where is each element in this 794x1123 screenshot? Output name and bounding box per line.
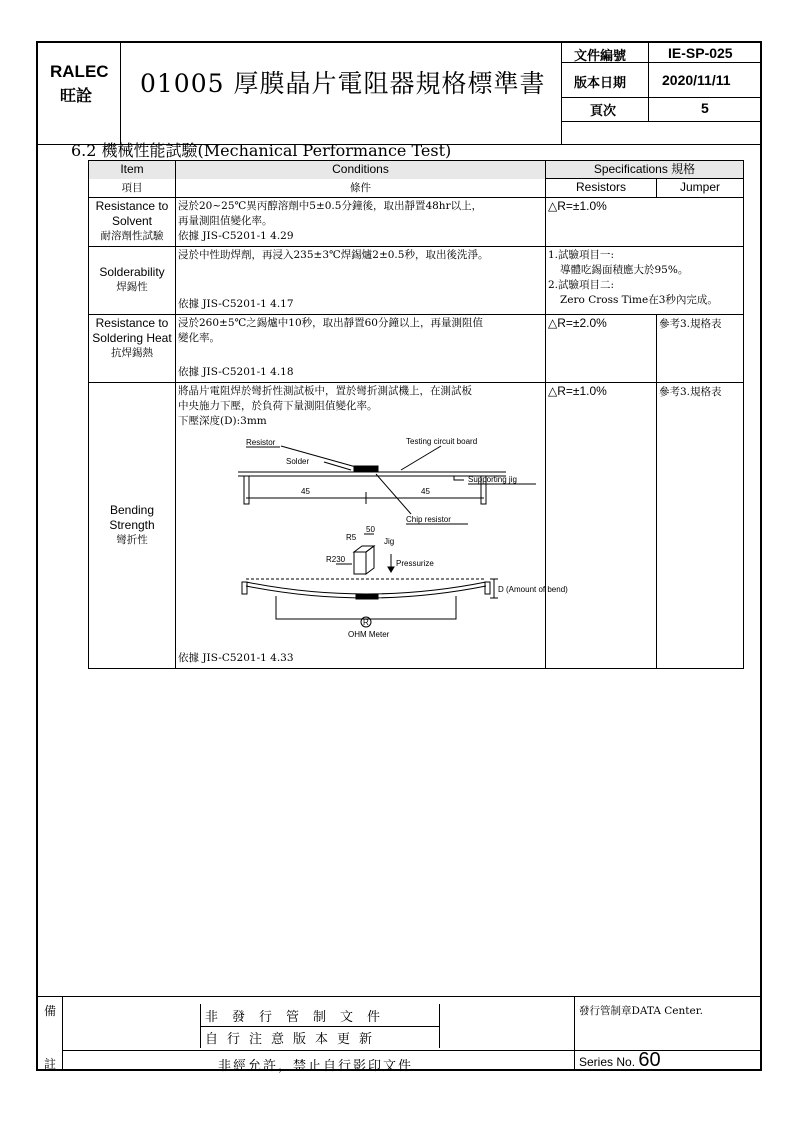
spec-cell: 1.試驗項目一: 導體吃錫面積應大於95%。 2.試驗項目二: Zero Cross Time在3秒內完成。 [546,246,744,314]
version-date-label: 版本日期 [574,76,627,91]
ohm-meter-symbol: R [363,617,369,627]
chip-resistor-label: Chip resistor [406,514,451,524]
page-number: 5 [701,100,709,116]
notice-divider [201,1026,439,1027]
col-header-item: Item [89,161,176,179]
header-row-line [561,121,762,122]
page-label: 頁次 [590,104,617,119]
ohm-meter-label: OHM Meter [348,629,390,639]
table-row [89,382,744,668]
conditions-cell: 將晶片電阻焊於彎折性測試板中，置於彎折測試機上，在測試板 中央施力下壓，於負荷下量測阻值變化率。 下壓深度(D):3mm Resistor Testing circuit board Solder Supporting jig 45 45 Chip resistor R230 50 R5 Jig Pressurize D (Amount of bend) R OHM Meter 依據 JIS-C5201-1 4.33 [176,382,546,668]
col-header-jumper: Jumper [657,179,744,198]
company-name-en: RALEC [50,62,109,81]
col-header-conditions: Conditions [176,161,546,179]
conditions-cell: 浸於260±5℃之錫爐中10秒，取出靜置60分鐘以上，再量測阻值 變化率。 依據 JIS-C5201-1 4.18 [176,314,546,382]
dim-50-label: 50 [366,524,375,534]
dim-right-label: 45 [421,486,430,496]
item-cell: Solderability 焊錫性 [89,246,176,314]
header-divider [561,41,562,145]
col-header-specifications: Specifications 規格 [546,161,744,179]
footer-zhu-label: 註 [44,1057,57,1071]
col-header-item-zh: 項目 [89,179,176,198]
jig-label: Jig [384,536,395,546]
series-text: Series No. [579,1055,636,1069]
notice-line3: 非經允許，禁止自行影印文件 [218,1059,414,1074]
col-header-resistors: Resistors [546,179,657,198]
resistor-label: Resistor [246,437,276,447]
item-cell: Resistance to Soldering Heat 抗焊錫熱 [89,314,176,382]
footer-divider [62,996,63,1071]
table-header-row [89,179,744,198]
resistor-spec-cell: △R=±2.0% [546,314,657,382]
series-label [579,1049,661,1072]
table-row [89,246,744,314]
item-cell: Resistance to Solvent 耐溶劑性試驗 [89,197,176,246]
document-title: 01005 厚膜晶片電阻器規格標準書 [140,69,546,98]
dim-left-label: 45 [301,486,310,496]
doc-no: IE-SP-025 [668,45,733,61]
jumper-spec-cell: 參考3.規格表 [657,382,744,668]
testing-board-label: Testing circuit board [406,436,478,446]
section-title: 6.2 機械性能試驗(Mechanical Performance Test) [71,141,452,160]
table-row [89,314,744,382]
notice-line2: 自行注意版本更新 [205,1032,382,1047]
supporting-jig-label: Supporting jig [468,474,517,484]
amount-of-bend-label: D (Amount of bend) [498,584,568,594]
header-row-line [561,97,762,98]
pressurize-label: Pressurize [396,558,434,568]
footer-divider [574,996,575,1071]
issued-by: 發行管制章DATA Center. [579,1005,703,1017]
r230-label: R230 [326,554,346,564]
solder-label: Solder [286,456,310,466]
item-cell: Bending Strength 彎折性 [89,382,176,668]
notice-box [200,1004,440,1048]
table-row [89,197,744,246]
series-number: 60 [638,1049,661,1071]
version-date: 2020/11/11 [662,72,731,88]
spec-cell: △R=±1.0% [546,197,744,246]
footer-row-line [62,1050,574,1051]
resistor-spec-cell: △R=±1.0% [546,382,657,668]
header-divider [648,41,649,122]
table-header-row [89,161,744,179]
bending-test-diagram [206,434,568,644]
dim-r5-label: R5 [346,532,357,542]
header-divider [120,41,121,145]
footer-bei-label: 備 [44,1004,57,1018]
col-header-conditions-zh: 條件 [176,179,546,198]
mechanical-test-table [88,160,744,669]
company-name-zh: 旺詮 [60,86,93,105]
doc-no-label: 文件編號 [574,49,627,64]
conditions-cell: 浸於20~25℃異丙醇溶劑中5±0.5分鐘後，取出靜置48hr以上， 再量測阻值變化率。 依據 JIS-C5201-1 4.29 [176,197,546,246]
notice-line1: 非發行管制文件 [205,1010,395,1025]
conditions-cell: 浸於中性助焊劑，再浸入235±3℃焊錫爐2±0.5秒，取出後洗淨。 依據 JIS-C5201-1 4.17 [176,246,546,314]
jumper-spec-cell: 參考3.規格表 [657,314,744,382]
footer-top-line [36,996,762,997]
